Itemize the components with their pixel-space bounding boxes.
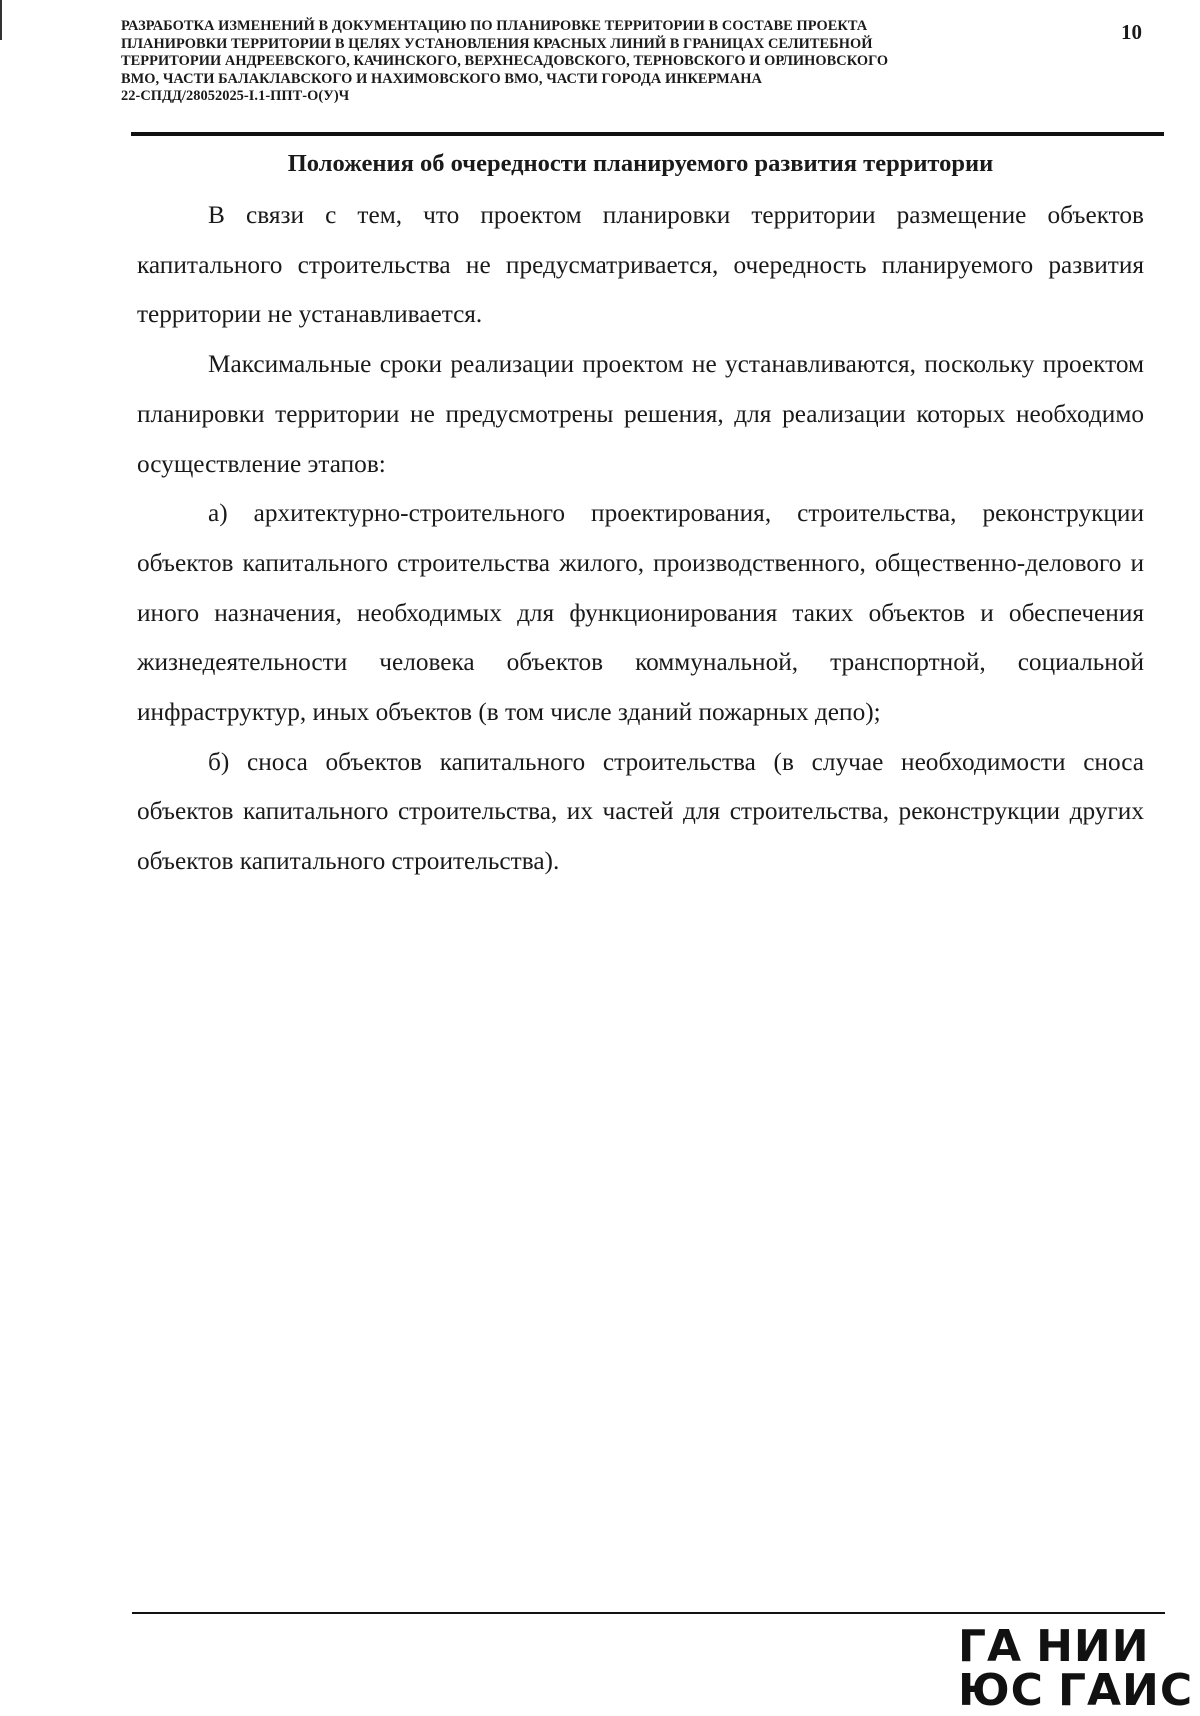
logo-row-top bbox=[958, 1621, 1150, 1672]
document-header bbox=[121, 18, 1051, 106]
list-item-a: а) архитектурно-строительного проектирования, строительства, реконструкции объектов капитального строительства жилого, производственного, общественно-делового и иного назначения, необходимых для функционирования таких объектов и обеспечения жизнедеятельности человека объектов коммунальной, транспортной, социальной инфраструктур, иных объектов (в том числе зданий пожарных депо); bbox=[137, 499, 1144, 727]
paragraph: Максимальные сроки реализации проектом не устанавливаются, поскольку проектом планировки территории не предусмотрены решения, для реализации которых необходимо осуществление этапов: bbox=[137, 350, 1144, 478]
footer-divider bbox=[132, 1612, 1165, 1614]
header-title-line: ПЛАНИРОВКИ ТЕРРИТОРИИ В ЦЕЛЯХ УСТАНОВЛЕНИЯ КРАСНЫХ ЛИНИЙ В ГРАНИЦАХ СЕЛИТЕБНОЙ bbox=[121, 35, 873, 52]
header-title-line: ТЕРРИТОРИИ АНДРЕЕВСКОГО, КАЧИНСКОГО, ВЕРХНЕСАДОВСКОГО, ТЕРНОВСКОГО И ОРЛИНОВСКОГО bbox=[121, 53, 889, 70]
header-divider bbox=[131, 132, 1164, 136]
scan-edge-mark bbox=[0, 0, 2, 40]
header-title-line: РАЗРАБОТКА ИЗМЕНЕНИЙ В ДОКУМЕНТАЦИЮ ПО ПЛАНИРОВКЕ ТЕРРИТОРИИ В СОСТАВЕ ПРОЕКТА bbox=[121, 18, 868, 34]
list-item-b: б) сноса объектов капитального строительства (в случае необходимости сноса объектов капитального строительства, их частей для строительства, реконструкции других объектов капитального строительства). bbox=[137, 747, 1144, 876]
page-number: 10 bbox=[1121, 20, 1142, 44]
organization-logo bbox=[958, 1621, 1194, 1716]
section-title: Положения об очередности планируемого развития территории bbox=[287, 150, 994, 177]
logo-text-bottom: ГАИС bbox=[1057, 1665, 1194, 1716]
logo-row-bottom bbox=[958, 1665, 1194, 1716]
logo-mark-top: ГА bbox=[958, 1621, 1023, 1672]
logo-text-top: НИИ bbox=[1036, 1621, 1150, 1672]
document-code: 22-СПДД/28052025-I.1-ППТ-О(У)Ч bbox=[121, 88, 350, 105]
document-body bbox=[137, 139, 1144, 887]
paragraph: В связи с тем, что проектом планировки территории размещение объектов капитального строительства не предусматривается, очередность планируемого развития территории не устанавливается. bbox=[137, 201, 1144, 329]
logo-mark-bottom: ЮС bbox=[958, 1665, 1044, 1716]
header-title-line: ВМО, ЧАСТИ БАЛАКЛАВСКОГО И НАХИМОВСКОГО ВМО, ЧАСТИ ГОРОДА ИНКЕРМАНА bbox=[121, 70, 762, 87]
